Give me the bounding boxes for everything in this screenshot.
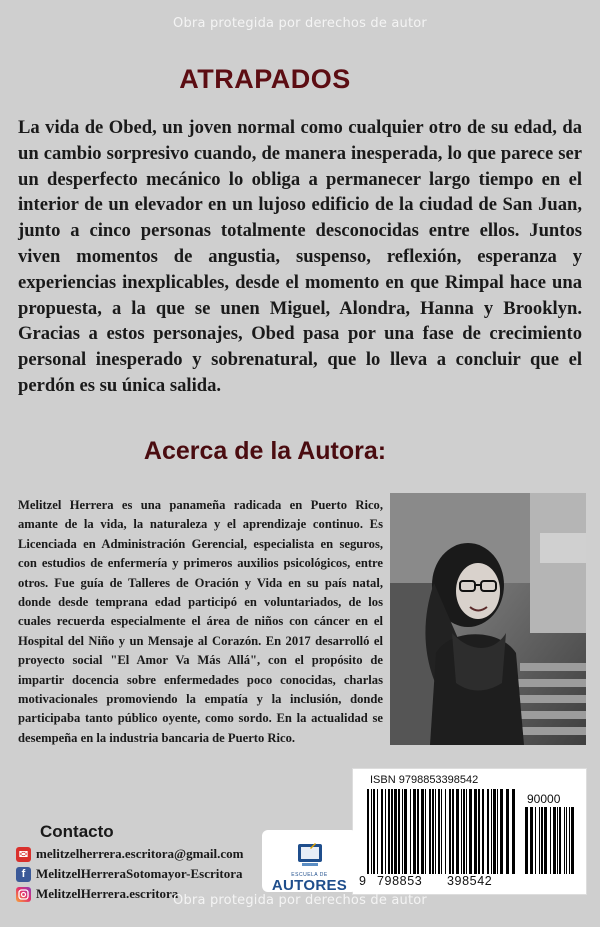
- publisher-logo: [262, 830, 357, 892]
- barcode-bars: [365, 789, 517, 874]
- publisher-name: AUTORES: [271, 877, 348, 894]
- contact-facebook-row: [16, 865, 242, 883]
- email-icon: ✉: [16, 847, 31, 862]
- contact-heading: Contacto: [40, 822, 114, 841]
- book-title: ATRAPADOS: [179, 64, 351, 94]
- facebook-icon: f: [16, 867, 31, 882]
- isbn-right-digits: 398542: [447, 874, 493, 888]
- publisher-book-icon: [296, 840, 324, 870]
- price-barcode-bars: [523, 807, 575, 874]
- author-bio-paragraph: Melitzel Herrera es una panameña radicada en Puerto Rico, amante de la vida, la naturaleza y el aprendizaje continuo. Es Licenciada en Administración Gerencial, especialista en seguros, con estudios de enfermería y primeros auxilios psicológicos, entre otros. Fue guía de Talleres de Oración y Vida en su país natal, donde desde temprana edad participó en voluntariados, de los cuales recuerda especialmente el área de niños con cáncer en el Hospital del Niño y un Mensaje al Corazón. En 2017 desarrolló el proyecto social "El Amor Va Más Allá", con el propósito de impartir docencia sobre enfermedades poco conocidas, charlas motivacionales promoviendo la empatía y la inclusión, donde participaba tanto público oyente, como sordo. En la actualidad se desempeña en la industria bancaria de Puerto Rico.: [18, 498, 383, 745]
- synopsis-paragraph: La vida de Obed, un joven normal como cualquier otro de su edad, da un cambio sorpresivo cuando, de manera inesperada, lo que parece ser un desperfecto mecánico lo obliga a permanecer largo tiempo en el interior de un elevador en un lujoso edificio de la ciudad de San Juan, junto a cinco personas totalmente desconocidas entre ellos. Juntos viven momentos de angustia, suspenso, reflexión, esperanza y experiencias inexplicables, desde el momento en que Rimpal hace una propuesta, a la que se unen Miguel, Alondra, Hanna y Brooklyn. Gracias a estos personajes, Obed pasa por una fase de crecimiento personal inesperado y sobrenatural, que lo lleva a concluir que el perdón es su única salida.: [18, 117, 582, 396]
- contact-email: melitzelherrera.escritora@gmail.com: [36, 846, 244, 861]
- about-author-heading: Acerca de la Autora:: [143, 437, 387, 465]
- contact-instagram: MelitzelHerrera.escritora: [36, 886, 179, 901]
- contact-facebook: MelitzelHerreraSotomayor-Escritora: [36, 866, 243, 881]
- copyright-watermark-top: Obra protegida por derechos de autor: [173, 16, 427, 31]
- isbn-barcode: [352, 768, 587, 895]
- publisher-small-text: ESCUELA DE: [291, 872, 328, 878]
- isbn-lead-digit: 9: [359, 874, 367, 888]
- price-code-label: 90000: [527, 792, 561, 806]
- isbn-left-digits: 798853: [377, 874, 423, 888]
- isbn-label: ISBN 9798853398542: [370, 774, 479, 786]
- contact-email-row: [16, 845, 243, 863]
- author-photo: [390, 493, 586, 745]
- copyright-watermark-bottom: Obra protegida por derechos de autor: [173, 893, 427, 908]
